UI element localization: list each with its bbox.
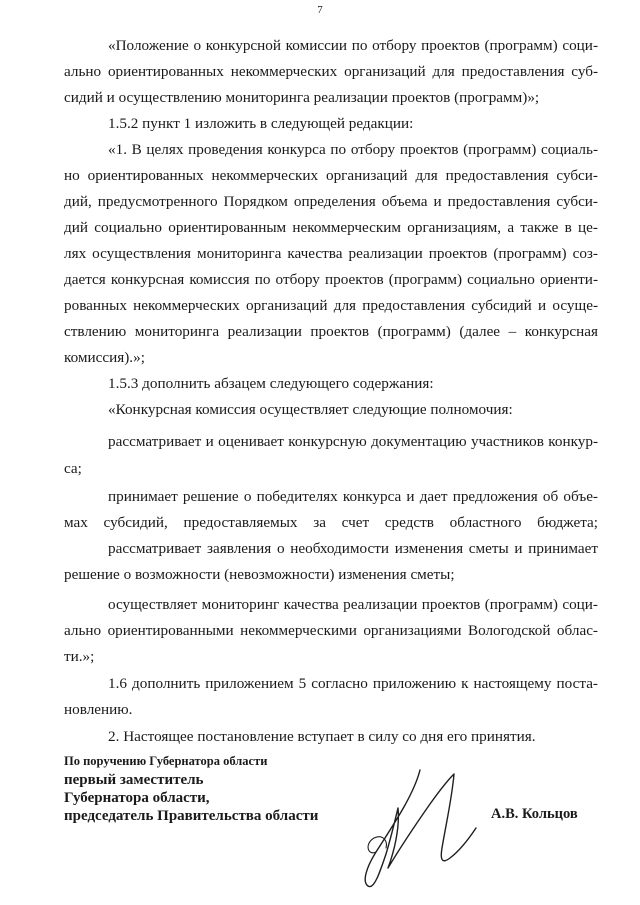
paragraph-line: дий социально ориентированным некоммерческим организациям, а также в це- — [64, 219, 598, 236]
paragraph-line: рованных некоммерческих организаций для предоставления субсидий и осуще- — [64, 297, 598, 314]
signatory-title: председатель Правительства области — [64, 808, 319, 824]
signatory-title: Губернатора области, — [64, 790, 210, 806]
paragraph-line: 1.5.3 дополнить абзацем следующего содержания: — [108, 375, 434, 392]
paragraph-line: «Положение о конкурсной комиссии по отбору проектов (программ) соци- — [108, 37, 598, 54]
paragraph-line: лях осуществления мониторинга качества реализации проектов (программ) соз- — [64, 245, 598, 262]
paragraph-line: 1.6 дополнить приложением 5 согласно приложению к настоящему поста- — [108, 675, 598, 692]
signatory-title: первый заместитель — [64, 772, 204, 788]
paragraph-line: са; — [64, 460, 82, 477]
paragraph-line: ально ориентированных некоммерческих организаций для предоставления суб- — [64, 63, 598, 80]
signatory-line: По поручению Губернатора области — [64, 754, 268, 768]
paragraph-line: мах субсидий, предоставляемых за счет средств областного бюджета; — [64, 514, 598, 531]
paragraph-line: дается конкурсная комиссия по отбору проектов (программ) социально ориенти- — [64, 271, 598, 288]
paragraph-line: осуществляет мониторинг качества реализации проектов (программ) соци- — [108, 596, 598, 613]
paragraph-line: рассматривает заявления о необходимости изменения сметы и принимает — [108, 540, 598, 557]
paragraph-line: но ориентированных некоммерческих организаций для предоставления субси- — [64, 167, 598, 184]
paragraph-line: ально ориентированными некоммерческими организациями Вологодской облас- — [64, 622, 598, 639]
paragraph-line: ти.»; — [64, 648, 95, 665]
handwritten-signature — [358, 768, 478, 890]
paragraph-line: 1.5.2 пункт 1 изложить в следующей редакции: — [108, 115, 414, 132]
page-number: 7 — [317, 4, 323, 16]
paragraph-line: рассматривает и оценивает конкурсную документацию участников конкур- — [108, 433, 598, 450]
paragraph-line: ствлению мониторинга реализации проектов (программ) (далее – конкурсная — [64, 323, 598, 340]
paragraph-line: принимает решение о победителях конкурса и дает предложения об объе- — [108, 488, 598, 505]
paragraph-line: решение о возможности (невозможности) изменения сметы; — [64, 566, 455, 583]
signatory-name: А.В. Кольцов — [491, 806, 578, 822]
paragraph-line: новлению. — [64, 701, 133, 718]
paragraph-line: «1. В целях проведения конкурса по отбору проектов (программ) социаль- — [108, 141, 598, 158]
paragraph-line: дий, предусмотренного Порядком определения объема и предоставления субси- — [64, 193, 598, 210]
paragraph-line: 2. Настоящее постановление вступает в силу со дня его принятия. — [108, 728, 536, 745]
paragraph-line: сидий и осуществлению мониторинга реализации проектов (программ)»; — [64, 89, 540, 106]
paragraph-line: комиссия).»; — [64, 349, 145, 366]
paragraph-line: «Конкурсная комиссия осуществляет следующие полномочия: — [108, 401, 513, 418]
